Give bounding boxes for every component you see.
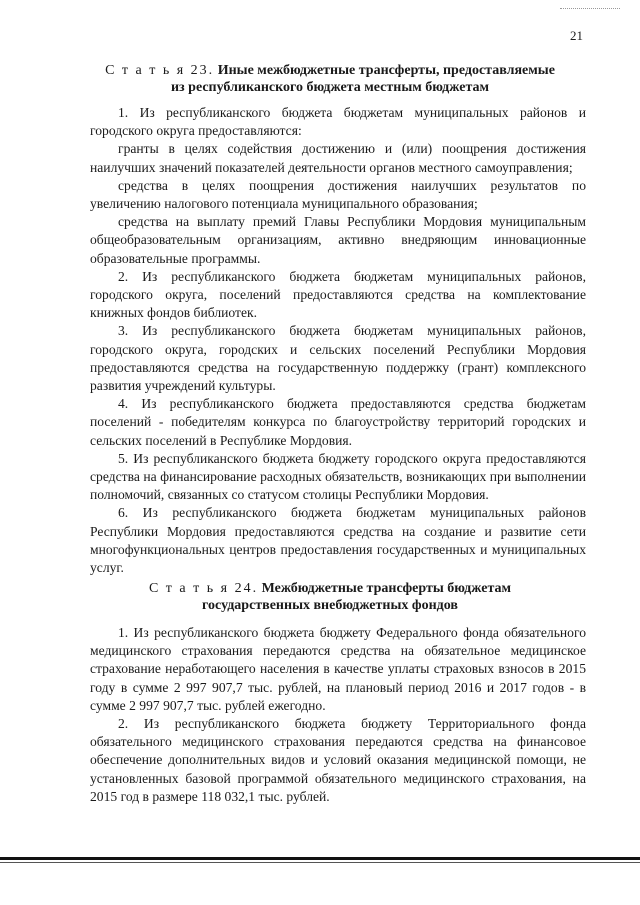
paragraph: 2. Из республиканского бюджета бюджетам муниципальных районов, городского округа, поселений предоставляются средства на комплектование книжных фондов библиотек. <box>90 268 586 321</box>
paragraph: 1. Из республиканского бюджета бюджету Федерального фонда обязательного медицинского страхования передаются средства на обязательное медицинское страхование неработающего населения в качестве уплаты страховых взносов в 2015 году в сумме 2 997 907,7 тыс. рублей, на плановый период 2016 и 2017 годов - в сумме 2 997 907,7 тыс. рублей ежегодно. <box>90 625 586 713</box>
article-23-label: С т а т ь я 23. <box>105 63 215 78</box>
article-23-title-line2: из республиканского бюджета местным бюджетам <box>170 80 490 95</box>
article-24-title-line2: государственных внебюджетных фондов <box>202 598 458 613</box>
paragraph: 4. Из республиканского бюджета предоставляются средства бюджетам поселений - победителям конкурса по благоустройству территорий городских и сельских поселений в Республике Мордовия. <box>90 396 586 448</box>
paragraph: 6. Из республиканского бюджета бюджетам муниципальных районов Республики Мордовия предоставляются средства на создание и развитие сети многофункциональных центров предоставления государственных и муниципальных услуг. <box>90 505 586 576</box>
paragraph: средства в целях поощрения достижения наилучших результатов по увеличению налогового потенциала муниципального образования; <box>90 177 586 212</box>
scan-edge-bar <box>0 857 640 860</box>
paragraph: 2. Из республиканского бюджета бюджету Территориального фонда обязательного медицинского страхования передаются средства на финансовое обеспечение дополнительных видов и условий оказания медицинской помощи, не установленных базовой программой обязательного медицинского страхования, на 2015 год в размере 118 032,1 тыс. рублей. <box>90 716 586 804</box>
article-24-title-line1: Межбюджетные трансферты бюджетам <box>261 581 512 596</box>
paragraph: 1. Из республиканского бюджета бюджетам муниципальных районов и городского округа предоставляются: <box>90 105 586 139</box>
article-24-label: С т а т ь я 24. <box>148 581 259 596</box>
article-23-heading <box>60 62 600 96</box>
paragraph: гранты в целях содействия достижению и (или) поощрения достижения наилучших значений показателей деятельности органов местного самоуправления; <box>90 141 586 175</box>
paragraph: средства на выплату премий Главы Республики Мордовия муниципальным общеобразовательным организациям, активно внедряющим инновационные образовательные программы. <box>90 214 586 266</box>
scan-mark <box>560 8 620 10</box>
article-23-body <box>90 104 586 577</box>
page-number: 21 <box>570 28 583 43</box>
article-24-body <box>90 624 586 806</box>
article-23-title-line1: Иные межбюджетные трансферты, предоставляемые <box>217 63 555 78</box>
scan-edge-line <box>0 862 640 863</box>
article-24-heading <box>60 580 600 614</box>
paragraph: 3. Из республиканского бюджета бюджетам муниципальных районов, городского округа, городских и сельских поселений Республики Мордовия предоставляются средства на государственную поддержку (грант) комплексного развития учреждений культуры. <box>90 323 586 394</box>
paragraph: 5. Из республиканского бюджета бюджету городского округа предоставляются средства на финансирование расходных обязательств, возникающих при выполнении полномочий, связанных со статусом столицы Республики Мордовия. <box>90 450 586 503</box>
